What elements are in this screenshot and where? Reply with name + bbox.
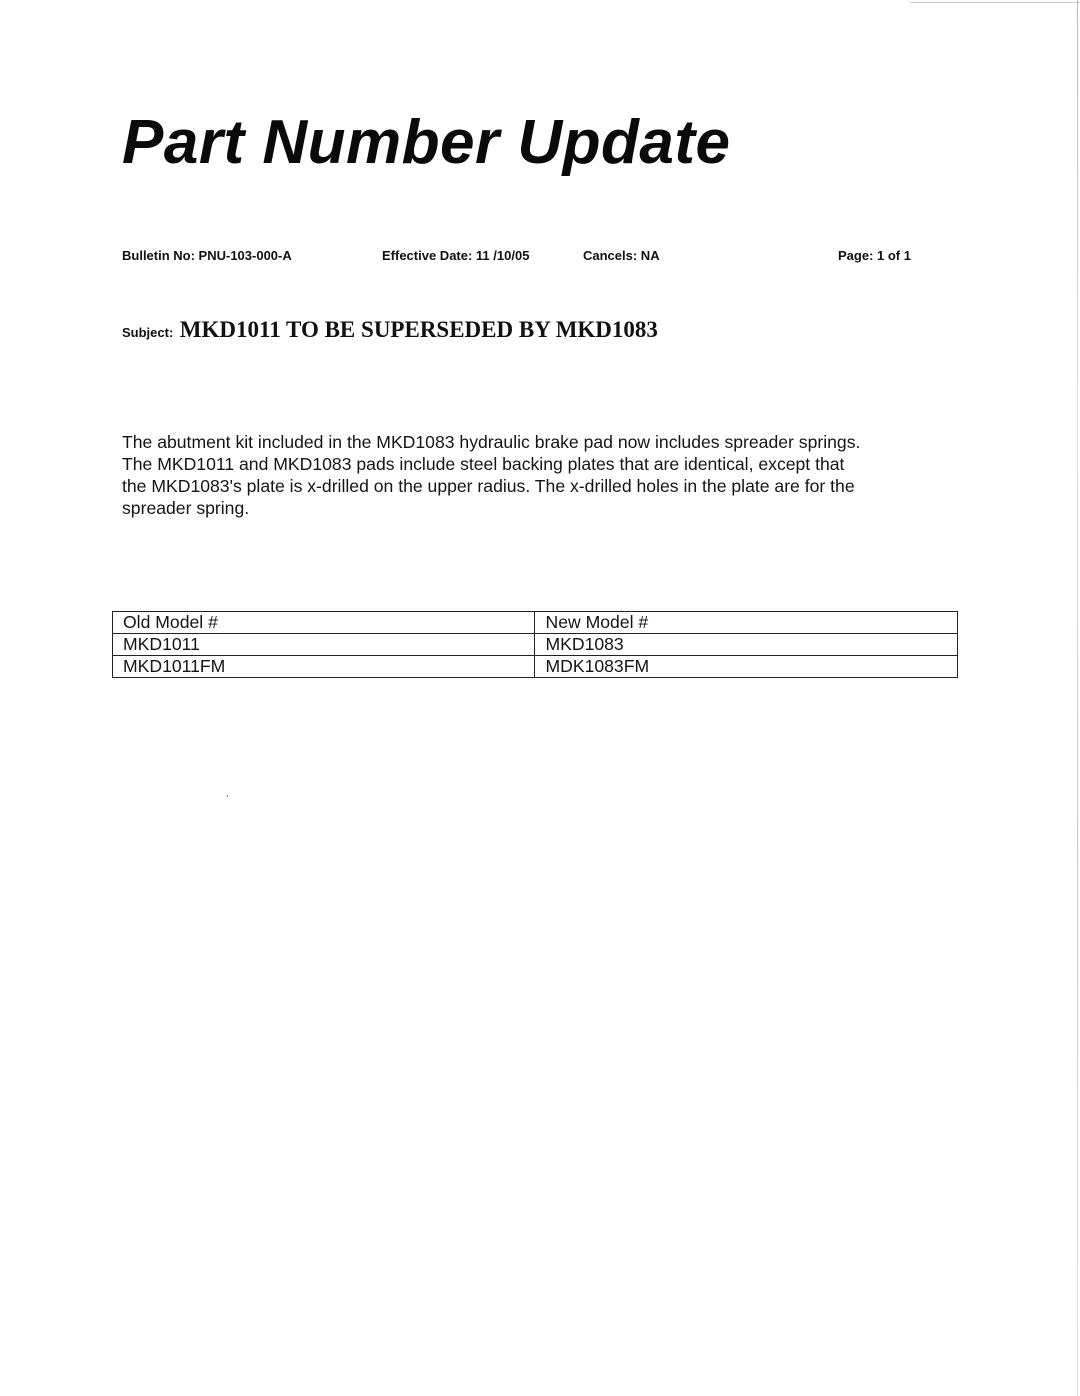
- model-table: [112, 611, 958, 678]
- bulletin-number: Bulletin No: PNU-103-000-A: [122, 248, 292, 263]
- body-paragraph: [122, 431, 952, 519]
- table-cell-new-model: MKD1083: [535, 634, 958, 656]
- body-line: the MKD1083's plate is x-drilled on the upper radius. The x-drilled holes in the plate are for the: [122, 476, 855, 496]
- body-line: The MKD1011 and MKD1083 pads include steel backing plates that are identical, except that: [122, 454, 845, 474]
- table-row: [113, 634, 958, 656]
- table-header-new-model: New Model #: [535, 612, 958, 634]
- table-cell-old-model: MKD1011: [113, 634, 535, 656]
- table-header-row: [113, 612, 958, 634]
- scan-speck: [227, 795, 228, 797]
- scan-edge-top: [910, 2, 1080, 3]
- page-title: Part Number Update: [122, 108, 731, 177]
- body-line: The abutment kit included in the MKD1083 hydraulic brake pad now includes spreader springs.: [122, 432, 861, 452]
- page-number: Page: 1 of 1: [838, 248, 911, 263]
- body-line: spreader spring.: [122, 498, 250, 518]
- table-header-old-model: Old Model #: [113, 612, 535, 634]
- table-cell-new-model: MDK1083FM: [535, 656, 958, 678]
- cancels-field: Cancels: NA: [583, 248, 660, 263]
- scan-edge-right: [1077, 0, 1078, 1396]
- subject-text: MKD1011 TO BE SUPERSEDED BY MKD1083: [179, 317, 658, 342]
- subject-line: [122, 318, 658, 341]
- table-cell-old-model: MKD1011FM: [113, 656, 535, 678]
- subject-label: Subject:: [122, 325, 174, 340]
- table-row: [113, 656, 958, 678]
- effective-date: Effective Date: 11 /10/05: [382, 248, 530, 263]
